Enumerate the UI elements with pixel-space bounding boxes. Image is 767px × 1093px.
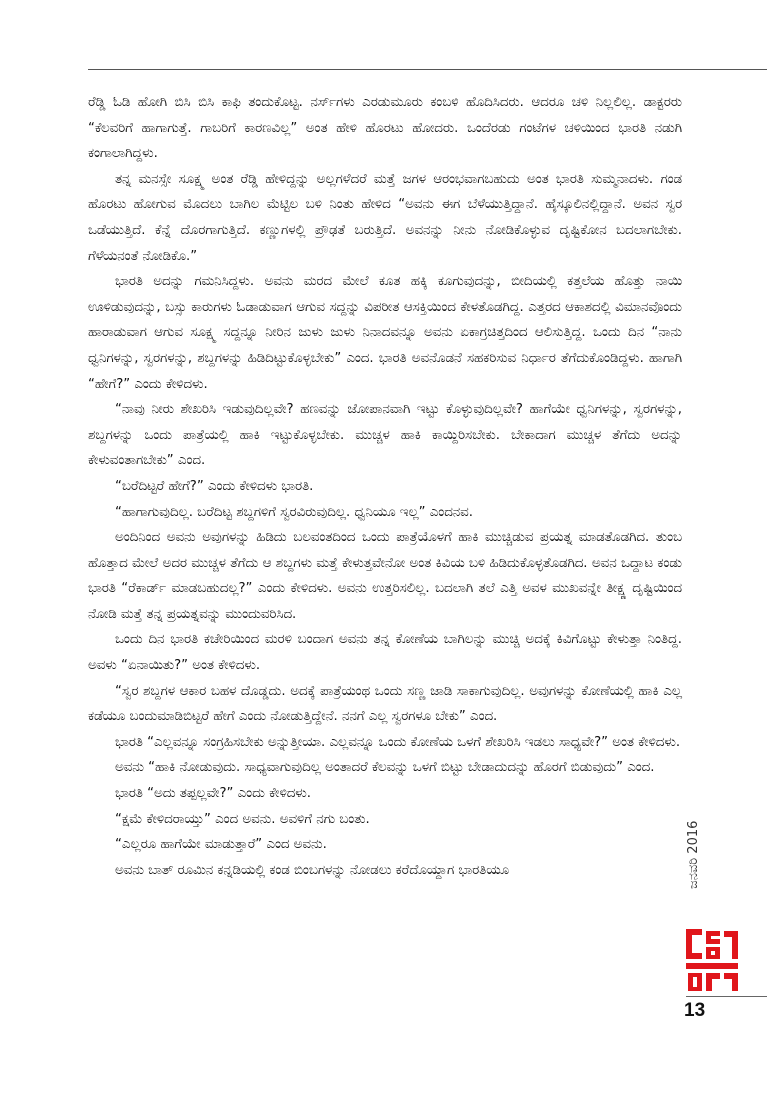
paragraph: “ನಾವು ನೀರು ಶೇಖರಿಸಿ ಇಡುವುದಿಲ್ಲವೇ? ಹಣವನ್ನು ಜೋಪಾನವಾಗಿ ಇಟ್ಟು ಕೊಳ್ಳುವುದಿಲ್ಲವೇ? ಹಾಗೆಯೇ ಧ್ವನಿಗಳನ್ನು, ಸ್ವರಗಳನ್ನು, ಶಬ್ದಗಳನ್ನು ಒಂದು ಪಾತ್ರೆಯಲ್ಲಿ ಹಾಕಿ ಇಟ್ಟುಕೊಳ್ಳಬೇಕು. ಮುಚ್ಚಳ ಹಾಕಿ ಕಾಯ್ದಿರಿಸಬೇಕು. ಬೇಕಾದಾಗ ಮುಚ್ಚಳ ತೆಗೆದು ಅದನ್ನು ಕೇಳುವಂತಾಗಬೇಕು” ಎಂದ. bbox=[88, 402, 682, 469]
paragraph: ಅಂದಿನಿಂದ ಅವನು ಅವುಗಳನ್ನು ಹಿಡಿದು ಬಲವಂತದಿಂದ ಒಂದು ಪಾತ್ರೆಯೊಳಗೆ ಹಾಕಿ ಮುಚ್ಚಿಡುವ ಪ್ರಯತ್ನ ಮಾಡತೊಡಗಿದ. ತುಂಬ ಹೊತ್ತಾದ ಮೇಲೆ ಅದರ ಮುಚ್ಚಳ ತೆಗೆದು ಆ ಶಬ್ದಗಳು ಮತ್ತೆ ಕೇಳುತ್ತವೇನೋ ಅಂತ ಕಿವಿಯ ಬಳಿ ಹಿಡಿದುಕೊಳ್ಳತೊಡಗಿದ. ಅವನ ಒದ್ದಾಟ ಕಂಡು ಭಾರತಿ “ರೆಕಾರ್ಡ್ ಮಾಡಬಹುದಲ್ಲ?” ಎಂದು ಕೇಳಿದಳು. ಅವನು ಉತ್ತರಿಸಲಿಲ್ಲ. ಬದಲಾಗಿ ತಲೆ ಎತ್ತಿ ಅವಳ ಮುಖವನ್ನೇ ತೀಕ್ಷ್ಣ ದೃಷ್ಟಿಯಿಂದ ನೋಡಿ ಮತ್ತೆ ತನ್ನ ಪ್ರಯತ್ನವನ್ನು ಮುಂದುವರಿಸಿದ. bbox=[88, 530, 682, 622]
paragraph: ರೆಡ್ಡಿ ಓಡಿ ಹೋಗಿ ಬಿಸಿ ಬಿಸಿ ಕಾಫಿ ತಂದುಕೊಟ್ಟ. ನರ್ಸ್‌ಗಳು ಎರಡುಮೂರು ಕಂಬಳಿ ಹೊದಿಸಿದರು. ಆದರೂ ಚಳಿ ನಿಲ್ಲಲಿಲ್ಲ. ಡಾಕ್ಟರರು “ಕೆಲವರಿಗೆ ಹಾಗಾಗುತ್ತೆ. ಗಾಬರಿಗೆ ಕಾರಣವಿಲ್ಲ” ಅಂತ ಹೇಳಿ ಹೊರಟು ಹೋದರು. ಒಂದೆರಡು ಗಂಟೆಗಳ ಚಳಿಯಿಂದ ಭಾರತಿ ನಡುಗಿ ಕಂಗಾಲಾಗಿದ್ದಳು. bbox=[88, 95, 682, 162]
paragraph: ಭಾರತಿ ಅದನ್ನು ಗಮನಿಸಿದ್ದಳು. ಅವನು ಮರದ ಮೇಲೆ ಕೂತ ಹಕ್ಕಿ ಕೂಗುವುದನ್ನು, ಬೀದಿಯಲ್ಲಿ ಕತ್ತಲೆಯ ಹೊತ್ತು ನಾಯಿ ಊಳಿಡುವುದನ್ನು, ಬಸ್ಸು ಕಾರುಗಳು ಓಡಾಡುವಾಗ ಆಗುವ ಸದ್ದನ್ನು ವಿಪರೀತ ಆಸಕ್ತಿಯಿಂದ ಕೇಳತೊಡಗಿದ್ದ. ಎತ್ತರದ ಆಕಾಶದಲ್ಲಿ ವಿಮಾನವೊಂದು ಹಾರಾಡುವಾಗ ಆಗುವ ಸೂಕ್ಷ್ಮ ಸದ್ದನ್ನೂ ನೀರಿನ ಜುಳು ಜುಳು ನಿನಾದವನ್ನೂ ಅವನು ಏಕಾಗ್ರಚಿತ್ತದಿಂದ ಆಲಿಸುತ್ತಿದ್ದ. ಒಂದು ದಿನ “ನಾನು ಧ್ವನಿಗಳನ್ನು, ಸ್ವರಗಳನ್ನು, ಶಬ್ದಗಳನ್ನು ಹಿಡಿದಿಟ್ಟುಕೊಳ್ಳಬೇಕು” ಎಂದ. ಭಾರತಿ ಅವನೊಡನೆ ಸಹಕರಿಸುವ ನಿರ್ಧಾರ ತೆಗೆದುಕೊಂಡಿದ್ದಳು. ಹಾಗಾಗಿ “ಹೇಗೆ?” ಎಂದು ಕೇಳಿದಳು. bbox=[88, 274, 682, 392]
header-rule bbox=[88, 69, 767, 70]
paragraph: ಅವನು “ಹಾಕಿ ನೋಡುವುದು. ಸಾಧ್ಯವಾಗುವುದಿಲ್ಲ ಅಂತಾದರೆ ಕೆಲವನ್ನು ಒಳಗೆ ಬಿಟ್ಟು ಬೇಡಾದುದನ್ನು ಹೊರಗೆ ಬಿಡುವುದು” ಎಂದ. bbox=[115, 760, 655, 776]
footer-rule bbox=[686, 996, 767, 997]
paragraph: ಭಾರತಿ “ಎಲ್ಲವನ್ನೂ ಸಂಗ್ರಹಿಸಬೇಕು ಅನ್ನುತ್ತೀಯಾ. ಎಲ್ಲವನ್ನೂ ಒಂದು ಕೋಣೆಯ ಒಳಗೆ ಶೇಖರಿಸಿ ಇಡಲು ಸಾಧ್ಯವೇ?” ಅಂತ ಕೇಳಿದಳು. bbox=[115, 734, 681, 750]
magazine-logo bbox=[680, 925, 742, 995]
issue-date: ಜನವರಿ 2016 bbox=[686, 820, 701, 890]
paragraph: ತನ್ನ ಮನಸ್ಸೇ ಸೂಕ್ಷ್ಮ ಅಂತ ರೆಡ್ಡಿ ಹೇಳಿದ್ದನ್ನು ಅಲ್ಲಗಳೆದರೆ ಮತ್ತೆ ಜಗಳ ಆರಂಭವಾಗಬಹುದು ಅಂತ ಭಾರತಿ ಸುಮ್ಮನಾದಳು. ಗಂಡ ಹೊರಟು ಹೋಗುವ ಮೊದಲು ಬಾಗಿಲ ಮೆಟ್ಟಿಲ ಬಳಿ ನಿಂತು ಹೇಳಿದ “ಅವನು ಈಗ ಬೆಳೆಯುತ್ತಿದ್ದಾನೆ. ಹೈಸ್ಕೂಲಿನಲ್ಲಿದ್ದಾನೆ. ಅವನ ಸ್ವರ ಒಡೆಯುತ್ತಿದೆ. ಕೆನ್ನೆ ದೊರಗಾಗುತ್ತಿದೆ. ಕಣ್ಣುಗಳಲ್ಲಿ ಪ್ರೌಢತೆ ಬರುತ್ತಿದೆ. ಅವನನ್ನು ನೀನು ನೋಡಿಕೊಳ್ಳುವ ದೃಷ್ಟಿಕೋನ ಬದಲಾಗಬೇಕು. ಗೆಳೆಯನಂತೆ ನೋಡಿಕೊ.” bbox=[88, 171, 682, 264]
paragraph: “ಎಲ್ಲರೂ ಹಾಗೆಯೇ ಮಾಡುತ್ತಾರೆ” ಎಂದ ಅವನು. bbox=[115, 837, 327, 853]
paragraph: “ಸ್ವರ ಶಬ್ದಗಳ ಆಕಾರ ಬಹಳ ದೊಡ್ಡದು. ಅದಕ್ಕೆ ಪಾತ್ರೆಯಂಥ ಒಂದು ಸಣ್ಣ ಜಾಡಿ ಸಾಕಾಗುವುದಿಲ್ಲ. ಅವುಗಳನ್ನು ಕೋಣೆಯಲ್ಲಿ ಹಾಕಿ ಎಲ್ಲ ಕಡೆಯೂ ಬಂದುಮಾಡಿಬಿಟ್ಟರೆ ಹೇಗೆ ಎಂದು ನೋಡುತ್ತಿದ್ದೇನೆ. ನನಗೆ ಎಲ್ಲ ಸ್ವರಗಳೂ ಬೇಕು” ಎಂದ. bbox=[88, 683, 682, 725]
paragraph: “ಕ್ಷಮೆ ಕೇಳಿದರಾಯ್ತು” ಎಂದ ಅವನು. ಅವಳಿಗೆ ನಗು ಬಂತು. bbox=[115, 811, 370, 827]
paragraph: “ಹಾಗಾಗುವುದಿಲ್ಲ. ಬರೆದಿಟ್ಟ ಶಬ್ದಗಳಿಗೆ ಸ್ವರವಿರುವುದಿಲ್ಲ. ಧ್ವನಿಯೂ ಇಲ್ಲ” ಎಂದನವ. bbox=[115, 504, 473, 520]
page-number: 13 bbox=[684, 1000, 706, 1021]
paragraph: “ಬರೆದಿಟ್ಟರೆ ಹೇಗೆ?” ಎಂದು ಕೇಳಿದಳು ಭಾರತಿ. bbox=[115, 478, 314, 494]
mayura-logo-icon bbox=[680, 925, 742, 995]
story-text bbox=[88, 90, 682, 883]
paragraph: ಭಾರತಿ “ಅದು ತಪ್ಪಲ್ಲವೇ?” ಎಂದು ಕೇಳಿದಳು. bbox=[115, 786, 311, 802]
paragraph: ಒಂದು ದಿನ ಭಾರತಿ ಕಚೇರಿಯಿಂದ ಮರಳಿ ಬಂದಾಗ ಅವನು ತನ್ನ ಕೋಣೆಯ ಬಾಗಿಲನ್ನು ಮುಚ್ಚಿ ಅದಕ್ಕೆ ಕಿವಿಗೊಟ್ಟು ಕೇಳುತ್ತಾ ನಿಂತಿದ್ದ. ಅವಳು “ಏನಾಯಿತು?” ಅಂತ ಕೇಳಿದಳು. bbox=[88, 632, 682, 674]
paragraph: ಅವನು ಬಾತ್ ರೂಮಿನ ಕನ್ನಡಿಯಲ್ಲಿ ಕಂಡ ಬಿಂಬಗಳನ್ನು ನೋಡಲು ಕರೆದೊಯ್ದಾಗ ಭಾರತಿಯೂ bbox=[115, 862, 509, 878]
